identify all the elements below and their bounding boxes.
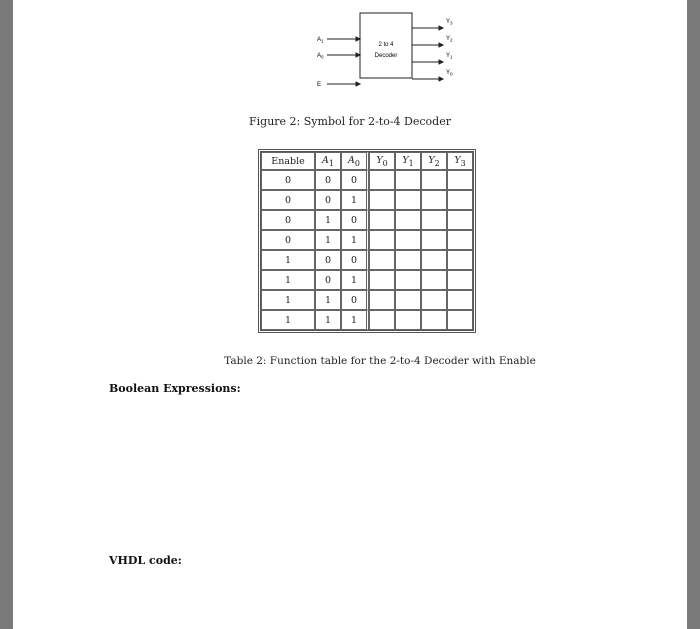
- table-cell: 0: [341, 210, 369, 230]
- table-cell: [395, 230, 421, 250]
- table-cell: 0: [341, 250, 369, 270]
- table-cell: 1: [261, 270, 315, 290]
- output-y3-label: $Y_3$: [446, 19, 453, 26]
- table-row: [261, 250, 473, 270]
- table-cell: 0: [261, 170, 315, 190]
- table-cell: [395, 310, 421, 330]
- table-cell: [421, 230, 447, 250]
- table-cell: [395, 290, 421, 310]
- table-cell: [395, 250, 421, 270]
- header-y2: $Y_2$: [421, 152, 447, 170]
- input-e-label: E: [317, 82, 322, 88]
- table-caption: Table 2: Function table for the 2-to-4 Decoder with Enable: [224, 355, 536, 367]
- table-cell: [447, 270, 473, 290]
- output-y0-label: $Y_0$: [446, 70, 453, 77]
- table-cell: [421, 170, 447, 190]
- table-row: [261, 170, 473, 190]
- table-cell: 0: [341, 290, 369, 310]
- table-cell: [395, 270, 421, 290]
- table-cell: 1: [315, 310, 341, 330]
- input-arrows: [327, 37, 360, 86]
- table-cell: [369, 190, 395, 210]
- header-a1: $A_1$: [315, 152, 341, 170]
- table-cell: [369, 230, 395, 250]
- decoder-symbol-figure: [283, 8, 473, 98]
- output-arrows: [412, 26, 443, 81]
- table-cell: [421, 310, 447, 330]
- table-row: [261, 290, 473, 310]
- decoder-symbol-svg: [283, 8, 473, 98]
- table-row: [261, 210, 473, 230]
- table-cell: 0: [315, 190, 341, 210]
- block-label-line2: Decoder: [374, 53, 398, 59]
- block-label-line1: 2 to 4: [378, 42, 394, 48]
- input-a1-label: $A_1$: [317, 37, 324, 44]
- header-enable: Enable: [261, 152, 315, 170]
- document-page: [13, 0, 687, 629]
- table-cell: 1: [341, 270, 369, 290]
- output-y1-label: $Y_1$: [446, 53, 453, 60]
- table-cell: [421, 190, 447, 210]
- table-cell: 0: [315, 250, 341, 270]
- vhdl-code-heading: VHDL code:: [109, 554, 182, 567]
- table-row: [261, 310, 473, 330]
- table-cell: 1: [341, 190, 369, 210]
- table-cell: [447, 250, 473, 270]
- table-cell: 0: [315, 170, 341, 190]
- header-y3: $Y_3$: [447, 152, 473, 170]
- table-cell: 0: [261, 230, 315, 250]
- table-cell: [369, 310, 395, 330]
- table-header-row: [261, 152, 473, 170]
- table-cell: [421, 270, 447, 290]
- table-cell: [421, 290, 447, 310]
- function-table: [260, 151, 474, 331]
- table-cell: [447, 190, 473, 210]
- table-cell: [421, 210, 447, 230]
- table-cell: [369, 250, 395, 270]
- table-cell: 1: [315, 290, 341, 310]
- table-cell: 0: [261, 190, 315, 210]
- table-cell: 0: [341, 170, 369, 190]
- table-cell: 1: [261, 310, 315, 330]
- output-y2-label: $Y_2$: [446, 36, 453, 43]
- table-cell: [369, 210, 395, 230]
- table-cell: [369, 170, 395, 190]
- function-table-wrapper: [260, 151, 474, 331]
- table-cell: [447, 230, 473, 250]
- table-cell: 1: [341, 310, 369, 330]
- table-cell: 1: [261, 250, 315, 270]
- table-row: [261, 190, 473, 210]
- table-cell: [447, 290, 473, 310]
- table-cell: [421, 250, 447, 270]
- table-cell: 1: [341, 230, 369, 250]
- header-y0: $Y_0$: [369, 152, 395, 170]
- table-row: [261, 230, 473, 250]
- table-cell: [395, 210, 421, 230]
- table-row: [261, 270, 473, 290]
- table-cell: 0: [315, 270, 341, 290]
- table-cell: 1: [315, 230, 341, 250]
- table-cell: [447, 170, 473, 190]
- table-cell: [447, 310, 473, 330]
- table-cell: 1: [315, 210, 341, 230]
- table-cell: [369, 290, 395, 310]
- table-cell: [447, 210, 473, 230]
- figure-caption: Figure 2: Symbol for 2-to-4 Decoder: [249, 115, 451, 128]
- header-y1: $Y_1$: [395, 152, 421, 170]
- header-a0: $A_0$: [341, 152, 369, 170]
- table-cell: 0: [261, 210, 315, 230]
- input-a0-label: $A_0$: [317, 53, 324, 60]
- table-cell: [395, 190, 421, 210]
- boolean-expressions-heading: Boolean Expressions:: [109, 382, 241, 395]
- table-cell: 1: [261, 290, 315, 310]
- table-cell: [395, 170, 421, 190]
- table-cell: [369, 270, 395, 290]
